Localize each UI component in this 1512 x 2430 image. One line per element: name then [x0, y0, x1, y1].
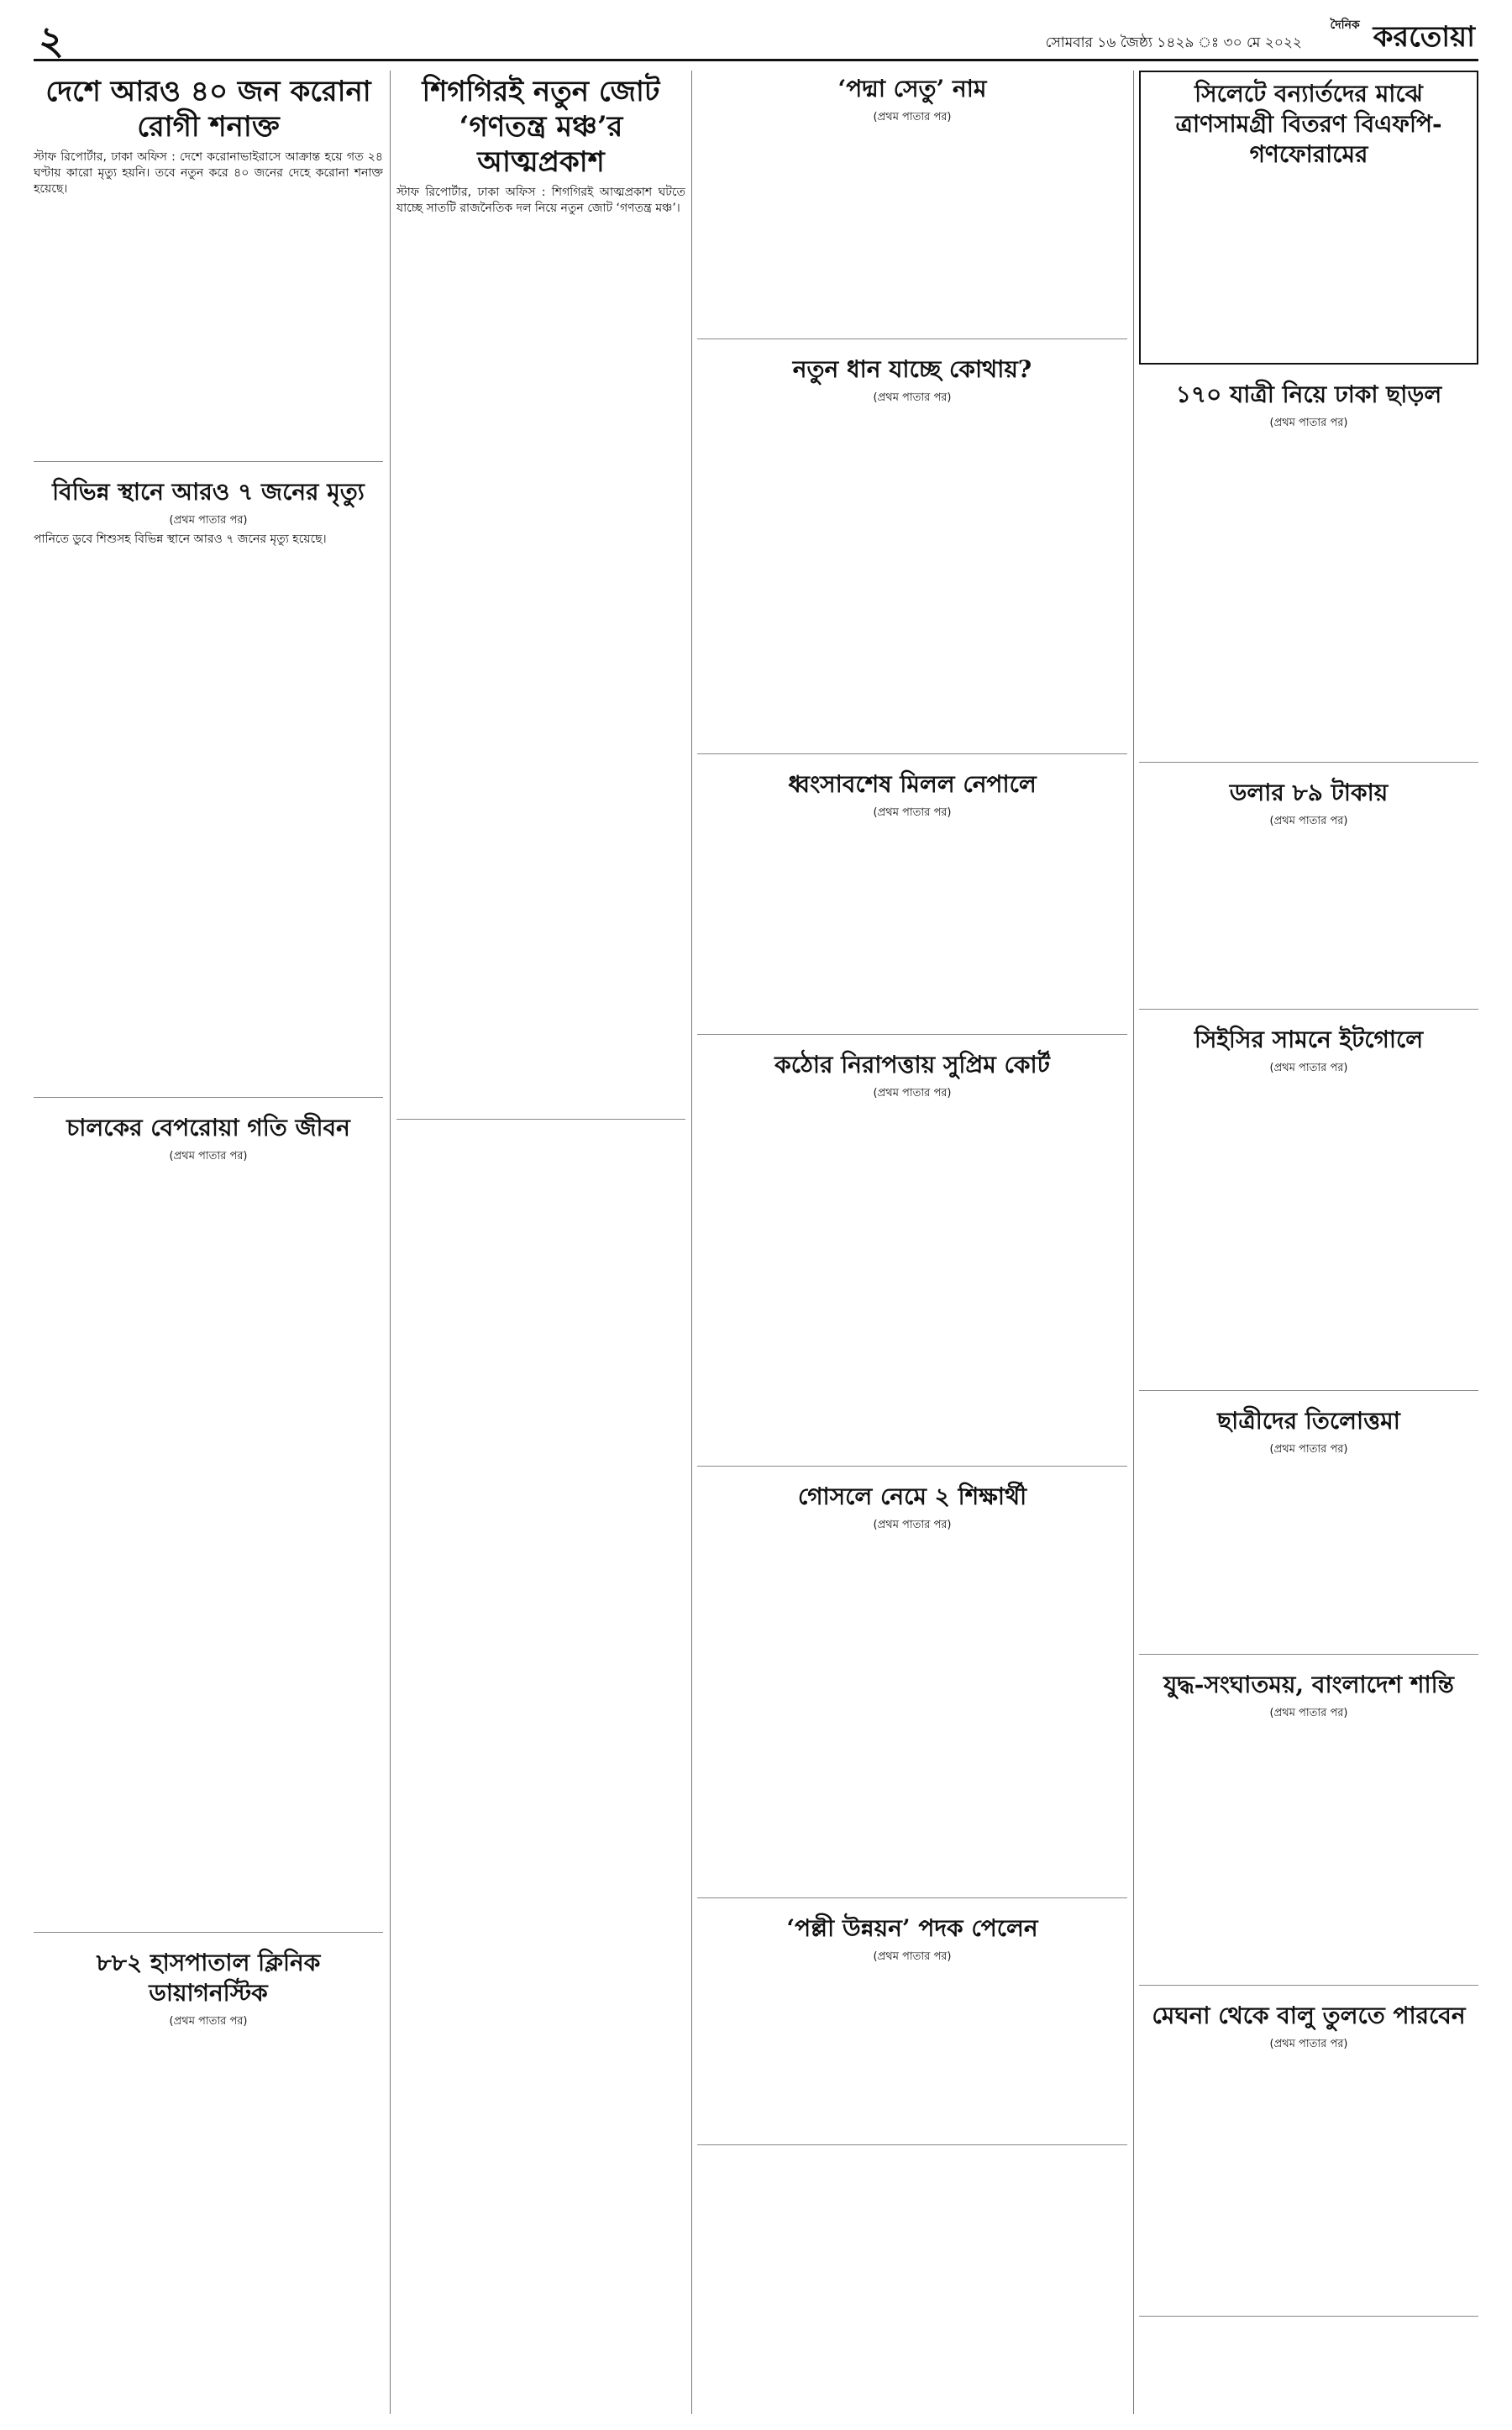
article-lead: পানিতে ডুবে শিশুসহ বিভিন্ন স্থানে আরও ৭ জনের মৃত্যু হয়েছে।: [34, 533, 327, 546]
continued-label: (প্রথম পাতার পর): [1269, 1707, 1348, 1719]
article-nepal: [697, 766, 1127, 1035]
continued-label: (প্রথম পাতার পর): [873, 1519, 952, 1531]
article-dollar: [1139, 774, 1478, 1010]
article-corona: [34, 71, 383, 462]
article-rice: [697, 351, 1127, 754]
headline: কঠোর নিরাপত্তায় সুপ্রিম কোর্ট: [774, 1051, 1050, 1079]
article-body: [697, 1536, 1127, 1889]
article-body: [396, 220, 685, 1110]
continued-label: (প্রথম পাতার পর): [873, 391, 952, 404]
headline: ৮৮২ হাসপাতাল ক্লিনিক ডায়াগনস্টিক: [96, 1949, 321, 2007]
headline: গোসলে নেমে ২ শিক্ষার্থী: [797, 1483, 1027, 1510]
continued-label: (প্রথম পাতার পর): [873, 111, 952, 123]
article-driver: [34, 1110, 383, 1933]
article-body: [34, 201, 383, 453]
column-4: [1139, 71, 1478, 2414]
article-body: [34, 2033, 383, 2414]
article-hospital: [34, 1945, 383, 2414]
continued-label: (প্রথম পাতার পর): [169, 1150, 248, 1163]
headline: সিলেটে বন্যার্তদের মাঝে ত্রাণসামগ্রী বিতরণ বিএফপি-গণফোরামের: [1175, 80, 1442, 168]
article-body: [697, 129, 1127, 330]
masthead: [1331, 15, 1475, 63]
column-rule: [1133, 71, 1134, 2414]
article-body: [1147, 175, 1470, 360]
continued-label: (প্রথম পাতার পর): [1269, 2038, 1348, 2050]
headline: ১৭০ যাত্রী নিয়ে ঢাকা ছাড়ল: [1175, 381, 1442, 408]
article-body: [1139, 1724, 1478, 1976]
headline: বিভিন্ন স্থানে আরও ৭ জনের মৃত্যু: [52, 478, 365, 506]
article-ec: [1139, 1021, 1478, 1391]
article-body: [697, 1105, 1127, 1457]
article-peace: [1139, 1666, 1478, 1986]
article-body: [1139, 2055, 1478, 2307]
column-1: [34, 71, 383, 2414]
article-body: [34, 1168, 383, 1924]
continued-label: (প্রথম পাতার পর): [1269, 1443, 1348, 1456]
headline: শিগগিরই নতুন জোট ‘গণতন্ত্র মঞ্চ’র আত্মপ্রকাশ: [422, 75, 660, 179]
column-rule: [390, 71, 391, 2414]
article-award: [697, 1910, 1127, 2145]
article-alliance: [396, 71, 685, 1120]
article-padma: [697, 71, 1127, 339]
article-body: [1139, 1079, 1478, 1382]
column-3: [697, 71, 1127, 2414]
headline: ‘পদ্মা সেতু’ নাম: [837, 75, 987, 102]
headline: ছাত্রীদের তিলোত্তমা: [1217, 1407, 1400, 1435]
continued-label: (প্রথম পাতার পর): [873, 806, 952, 819]
page-number: ২: [39, 18, 64, 63]
article-students: [1139, 1403, 1478, 1655]
article-body: [1139, 434, 1478, 753]
article-lead: স্টাফ রিপোর্টার, ঢাকা অফিস : শিগগিরই আত্মপ্রকাশ ঘটতে যাচ্ছে সাতটি রাজনৈতিক দল নিয়ে নতুন জোট ‘গণতন্ত্র মঞ্চ’।: [396, 186, 685, 215]
page-header: [34, 12, 1478, 61]
column-rule: [691, 71, 692, 2414]
continued-label: (প্রথম পাতার পর): [1269, 1062, 1348, 1074]
headline: ‘পল্লী উন্নয়ন’ পদক পেলেন: [786, 1914, 1038, 1942]
headline: চালকের বেপরোয়া গতি জীবন: [66, 1114, 350, 1142]
article-relief: [1139, 71, 1478, 365]
headline: মেঘনা থেকে বালু তুলতে পারবেন: [1152, 2002, 1466, 2029]
article-body: [697, 824, 1127, 1026]
article-body: [1139, 1461, 1478, 1645]
article-sand: [1139, 1997, 1478, 2317]
article-passengers: [1139, 376, 1478, 763]
headline: সিইসির সামনে ইটগোলে: [1194, 1026, 1424, 1053]
article-body: [1139, 832, 1478, 1000]
headline: যুদ্ধ-সংঘাতময়, বাংলাদেশ শান্তি: [1163, 1671, 1454, 1698]
column-2: [396, 71, 685, 2414]
continued-label: (প্রথম পাতার পর): [169, 514, 248, 527]
headline: ডলার ৮৯ টাকায়: [1229, 779, 1389, 806]
article-lead: স্টাফ রিপোর্টার, ঢাকা অফিস : দেশে করোনাভাইরাসে আক্রান্ত হয়ে গত ২৪ ঘণ্টায় কারো মৃত্যু হয়নি। তবে নতুন করে ৪০ জনের দেহে করোনা শনাক্ত হয়েছে।: [34, 150, 383, 196]
continued-label: (প্রথম পাতার পর): [169, 2015, 248, 2028]
article-body: [697, 1968, 1127, 2136]
article-bath: [697, 1478, 1127, 1898]
article-deaths: [34, 474, 383, 1098]
continued-label: (প্রথম পাতার পর): [1269, 417, 1348, 429]
masthead-title: করতোয়া: [1373, 20, 1475, 54]
continued-label: (প্রথম পাতার পর): [873, 1087, 952, 1100]
masthead-prefix: দৈনিক: [1330, 18, 1360, 32]
headline: ধ্বংসাবশেষ মিলল নেপালে: [788, 770, 1037, 798]
continued-label: (প্রথম পাতার পর): [1269, 815, 1348, 827]
continued-label: (প্রথম পাতার পর): [873, 1950, 952, 1963]
article-body: [697, 409, 1127, 745]
headline: দেশে আরও ৪০ জন করোনা রোগী শনাক্ত: [45, 75, 371, 144]
date-line: সোমবার ১৬ জৈষ্ঠ্য ১৪২৯ ঃ ৩০ মে ২০২২: [1045, 34, 1302, 51]
headline: নতুন ধান যাচ্ছে কোথায়?: [792, 355, 1032, 383]
article-supreme-court: [697, 1047, 1127, 1467]
article-body: [34, 551, 383, 1089]
